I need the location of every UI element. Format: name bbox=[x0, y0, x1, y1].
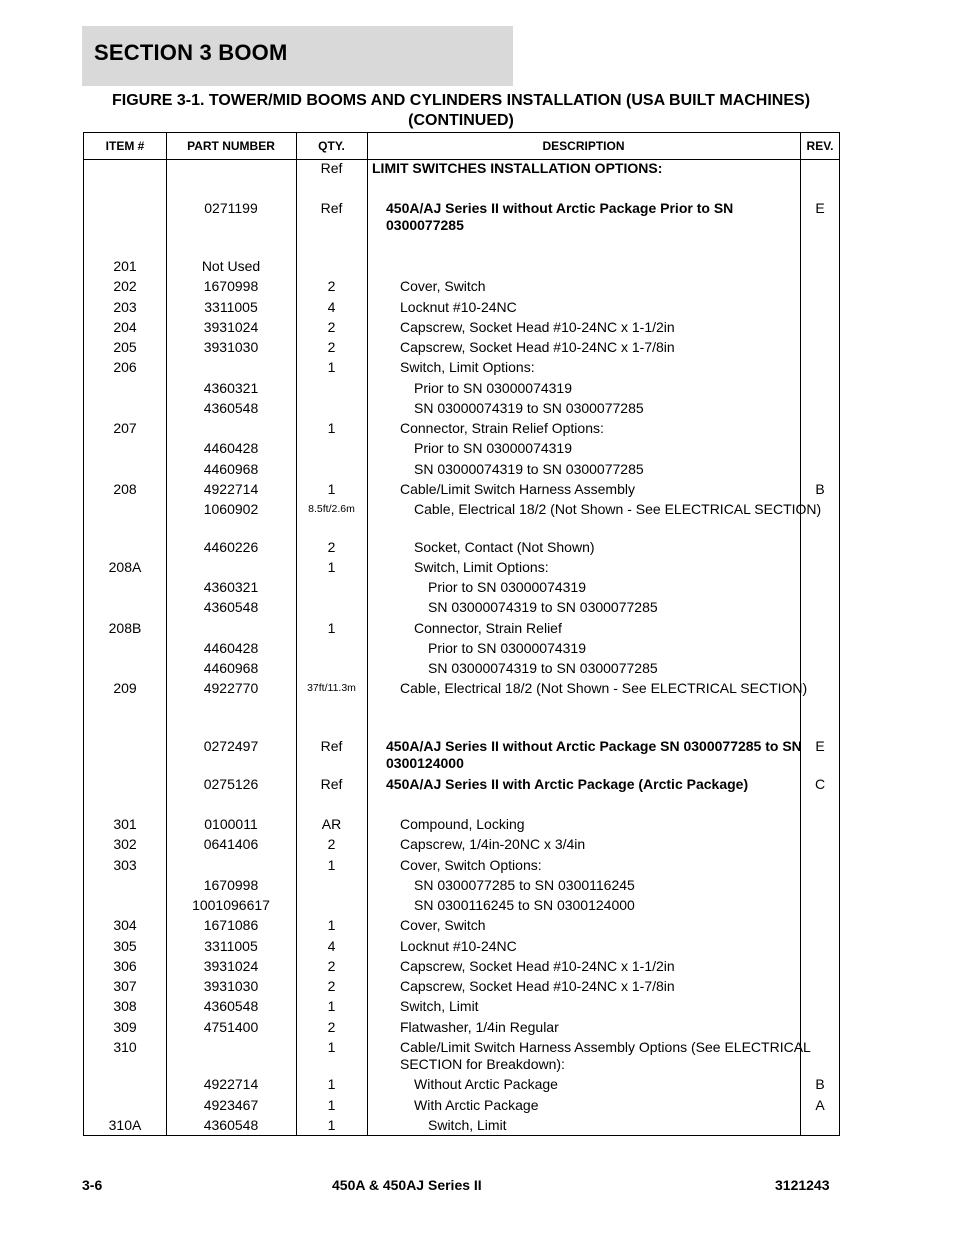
description: Prior to SN 03000074319 bbox=[428, 579, 586, 595]
header-part-number: PART NUMBER bbox=[187, 139, 275, 153]
description: 450A/AJ Series II without Arctic Package Prior to SN 0300077285 bbox=[386, 200, 734, 233]
part-number: 4360548 bbox=[203, 998, 259, 1014]
item-number: 310 bbox=[113, 1039, 137, 1055]
part-number: 4460968 bbox=[203, 461, 259, 477]
description: Switch, Limit Options: bbox=[414, 559, 549, 575]
description: Capscrew, Socket Head #10-24NC x 1-7/8in bbox=[400, 978, 675, 994]
description: Without Arctic Package bbox=[414, 1076, 558, 1092]
item-number: 203 bbox=[113, 299, 137, 315]
part-number: 4460968 bbox=[203, 660, 259, 676]
description: Locknut #10-24NC bbox=[400, 299, 517, 315]
quantity: 8.5ft/2.6m bbox=[308, 503, 355, 515]
description: Flatwasher, 1/4in Regular bbox=[400, 1019, 559, 1035]
quantity: 2 bbox=[327, 339, 336, 355]
part-number: 1670998 bbox=[203, 877, 259, 893]
part-number: 3311005 bbox=[204, 299, 258, 315]
part-number: 4751400 bbox=[203, 1019, 259, 1035]
header-rev: REV. bbox=[806, 139, 834, 153]
description: Capscrew, Socket Head #10-24NC x 1-1/2in bbox=[400, 319, 675, 335]
quantity: 2 bbox=[327, 958, 336, 974]
part-number: 4360548 bbox=[203, 1117, 259, 1133]
part-number: 0271199 bbox=[204, 200, 258, 216]
quantity: 1 bbox=[327, 857, 336, 873]
footer-doc-number: 3121243 bbox=[775, 1177, 830, 1193]
description: 450A/AJ Series II without Arctic Package SN 0300077285 to SN 0300124000 bbox=[386, 738, 802, 771]
part-number: 4922714 bbox=[203, 481, 259, 497]
quantity: 37ft/11.3m bbox=[307, 682, 356, 694]
item-number: 308 bbox=[113, 998, 137, 1014]
revision: E bbox=[815, 200, 825, 216]
description: Connector, Strain Relief Options: bbox=[400, 420, 604, 436]
quantity: 4 bbox=[327, 938, 336, 954]
item-number: 201 bbox=[113, 258, 137, 274]
description: SN 03000074319 to SN 0300077285 bbox=[428, 599, 658, 615]
part-number: 1060902 bbox=[203, 501, 259, 517]
quantity: 1 bbox=[327, 998, 336, 1014]
part-number: 3931030 bbox=[203, 978, 259, 994]
quantity: 1 bbox=[327, 620, 336, 636]
item-number: 207 bbox=[113, 420, 137, 436]
quantity: 2 bbox=[327, 1019, 336, 1035]
footer-model: 450A & 450AJ Series II bbox=[332, 1177, 482, 1193]
item-number: 202 bbox=[113, 278, 137, 294]
quantity: 1 bbox=[327, 1097, 336, 1113]
description: Prior to SN 03000074319 bbox=[414, 380, 572, 396]
section-title: SECTION 3 BOOM bbox=[94, 40, 288, 65]
quantity: 1 bbox=[327, 559, 336, 575]
item-number: 303 bbox=[113, 857, 137, 873]
part-number: 4360321 bbox=[203, 380, 259, 396]
part-number: 4460428 bbox=[203, 640, 259, 656]
part-number: 0100011 bbox=[204, 816, 258, 832]
quantity: 1 bbox=[327, 420, 336, 436]
part-number: 4922770 bbox=[203, 680, 259, 696]
revision: B bbox=[815, 481, 825, 497]
part-number: 4923467 bbox=[203, 1097, 259, 1113]
part-number: 3931024 bbox=[203, 958, 259, 974]
revision: A bbox=[815, 1097, 825, 1113]
description: SN 03000074319 to SN 0300077285 bbox=[428, 660, 658, 676]
part-number: 3931030 bbox=[203, 339, 259, 355]
part-number: 1671086 bbox=[203, 917, 259, 933]
description: Cable/Limit Switch Harness Assembly Options (See ELECTRICAL SECTION for Breakdown): bbox=[400, 1039, 811, 1072]
part-number: 4460226 bbox=[203, 539, 259, 555]
part-number: 0641406 bbox=[203, 836, 259, 852]
revision: E bbox=[815, 738, 825, 754]
quantity: 1 bbox=[327, 1039, 336, 1055]
revision: B bbox=[815, 1076, 825, 1092]
quantity: Ref bbox=[320, 200, 343, 216]
part-number: 3931024 bbox=[203, 319, 259, 335]
quantity: 1 bbox=[327, 481, 336, 497]
description: Cover, Switch bbox=[400, 278, 486, 294]
description: Cable, Electrical 18/2 (Not Shown - See ELECTRICAL SECTION) bbox=[414, 501, 822, 517]
description: Cable/Limit Switch Harness Assembly bbox=[400, 481, 635, 497]
quantity: 2 bbox=[327, 319, 336, 335]
description: Capscrew, Socket Head #10-24NC x 1-1/2in bbox=[400, 958, 675, 974]
item-number: 305 bbox=[113, 938, 137, 954]
part-number: 4360548 bbox=[203, 599, 259, 615]
quantity: 1 bbox=[327, 1076, 336, 1092]
quantity: Ref bbox=[320, 776, 343, 792]
quantity: Ref bbox=[320, 738, 343, 754]
description: SN 0300077285 to SN 0300116245 bbox=[414, 877, 635, 893]
item-number: 309 bbox=[113, 1019, 137, 1035]
description: Compound, Locking bbox=[400, 816, 525, 832]
item-number: 307 bbox=[113, 978, 137, 994]
description: Capscrew, Socket Head #10-24NC x 1-7/8in bbox=[400, 339, 675, 355]
part-number: 0275126 bbox=[203, 776, 259, 792]
description: Capscrew, 1/4in-20NC x 3/4in bbox=[400, 836, 586, 852]
quantity: 1 bbox=[327, 917, 336, 933]
description: SN 03000074319 to SN 0300077285 bbox=[414, 400, 644, 416]
item-number: 208A bbox=[108, 559, 142, 575]
description: Locknut #10-24NC bbox=[400, 938, 517, 954]
part-number: 4360321 bbox=[203, 579, 259, 595]
description: Switch, Limit bbox=[400, 998, 479, 1014]
description: Switch, Limit Options: bbox=[400, 359, 535, 375]
part-number: 1670998 bbox=[203, 278, 259, 294]
part-number: 3311005 bbox=[204, 938, 258, 954]
description: Connector, Strain Relief bbox=[414, 620, 562, 636]
description: Switch, Limit bbox=[428, 1117, 507, 1133]
figure-title bbox=[82, 91, 840, 131]
description: Prior to SN 03000074319 bbox=[428, 640, 586, 656]
item-number: 302 bbox=[113, 836, 137, 852]
item-number: 310A bbox=[108, 1117, 142, 1133]
figure-title-line-2: (CONTINUED) bbox=[408, 112, 514, 129]
part-number: 4460428 bbox=[203, 440, 259, 456]
quantity: 1 bbox=[327, 359, 336, 375]
header-qty: QTY. bbox=[318, 139, 345, 153]
part-number: 0272497 bbox=[203, 738, 259, 754]
item-number: 204 bbox=[113, 319, 137, 335]
description: LIMIT SWITCHES INSTALLATION OPTIONS: bbox=[372, 160, 663, 176]
quantity: 2 bbox=[327, 978, 336, 994]
description: SN 03000074319 to SN 0300077285 bbox=[414, 461, 644, 477]
footer-page-number: 3-6 bbox=[82, 1177, 103, 1193]
quantity: AR bbox=[321, 816, 342, 832]
quantity: 2 bbox=[327, 836, 336, 852]
part-number: Not Used bbox=[201, 258, 261, 274]
part-number: 1001096617 bbox=[192, 897, 270, 913]
figure-title-line-1: FIGURE 3-1. TOWER/MID BOOMS AND CYLINDERS INSTALLATION (USA BUILT MACHINES) bbox=[111, 92, 811, 109]
quantity: 1 bbox=[327, 1117, 336, 1133]
header-description: DESCRIPTION bbox=[542, 139, 625, 153]
item-number: 306 bbox=[113, 958, 137, 974]
revision: C bbox=[814, 776, 826, 792]
section-header-bar bbox=[82, 26, 513, 86]
item-number: 208B bbox=[108, 620, 142, 636]
description: With Arctic Package bbox=[414, 1097, 539, 1113]
item-number: 209 bbox=[113, 680, 137, 696]
item-number: 205 bbox=[113, 339, 137, 355]
quantity: 2 bbox=[327, 278, 336, 294]
part-number: 4922714 bbox=[203, 1076, 259, 1092]
description: SN 0300116245 to SN 0300124000 bbox=[414, 897, 635, 913]
quantity: Ref bbox=[320, 160, 343, 176]
description: Cover, Switch Options: bbox=[400, 857, 542, 873]
description: Prior to SN 03000074319 bbox=[414, 440, 572, 456]
description: Cover, Switch bbox=[400, 917, 486, 933]
description: Cable, Electrical 18/2 (Not Shown - See ELECTRICAL SECTION) bbox=[400, 680, 808, 696]
quantity: 2 bbox=[327, 539, 336, 555]
quantity: 4 bbox=[327, 299, 336, 315]
column-divider bbox=[367, 133, 368, 1135]
description: Socket, Contact (Not Shown) bbox=[414, 539, 595, 555]
description: 450A/AJ Series II with Arctic Package (Arctic Package) bbox=[386, 776, 749, 792]
part-number: 4360548 bbox=[203, 400, 259, 416]
item-number: 301 bbox=[113, 816, 137, 832]
item-number: 206 bbox=[113, 359, 137, 375]
item-number: 304 bbox=[113, 917, 137, 933]
parts-table bbox=[83, 132, 840, 1136]
header-item: ITEM # bbox=[105, 139, 145, 153]
item-number: 208 bbox=[113, 481, 137, 497]
